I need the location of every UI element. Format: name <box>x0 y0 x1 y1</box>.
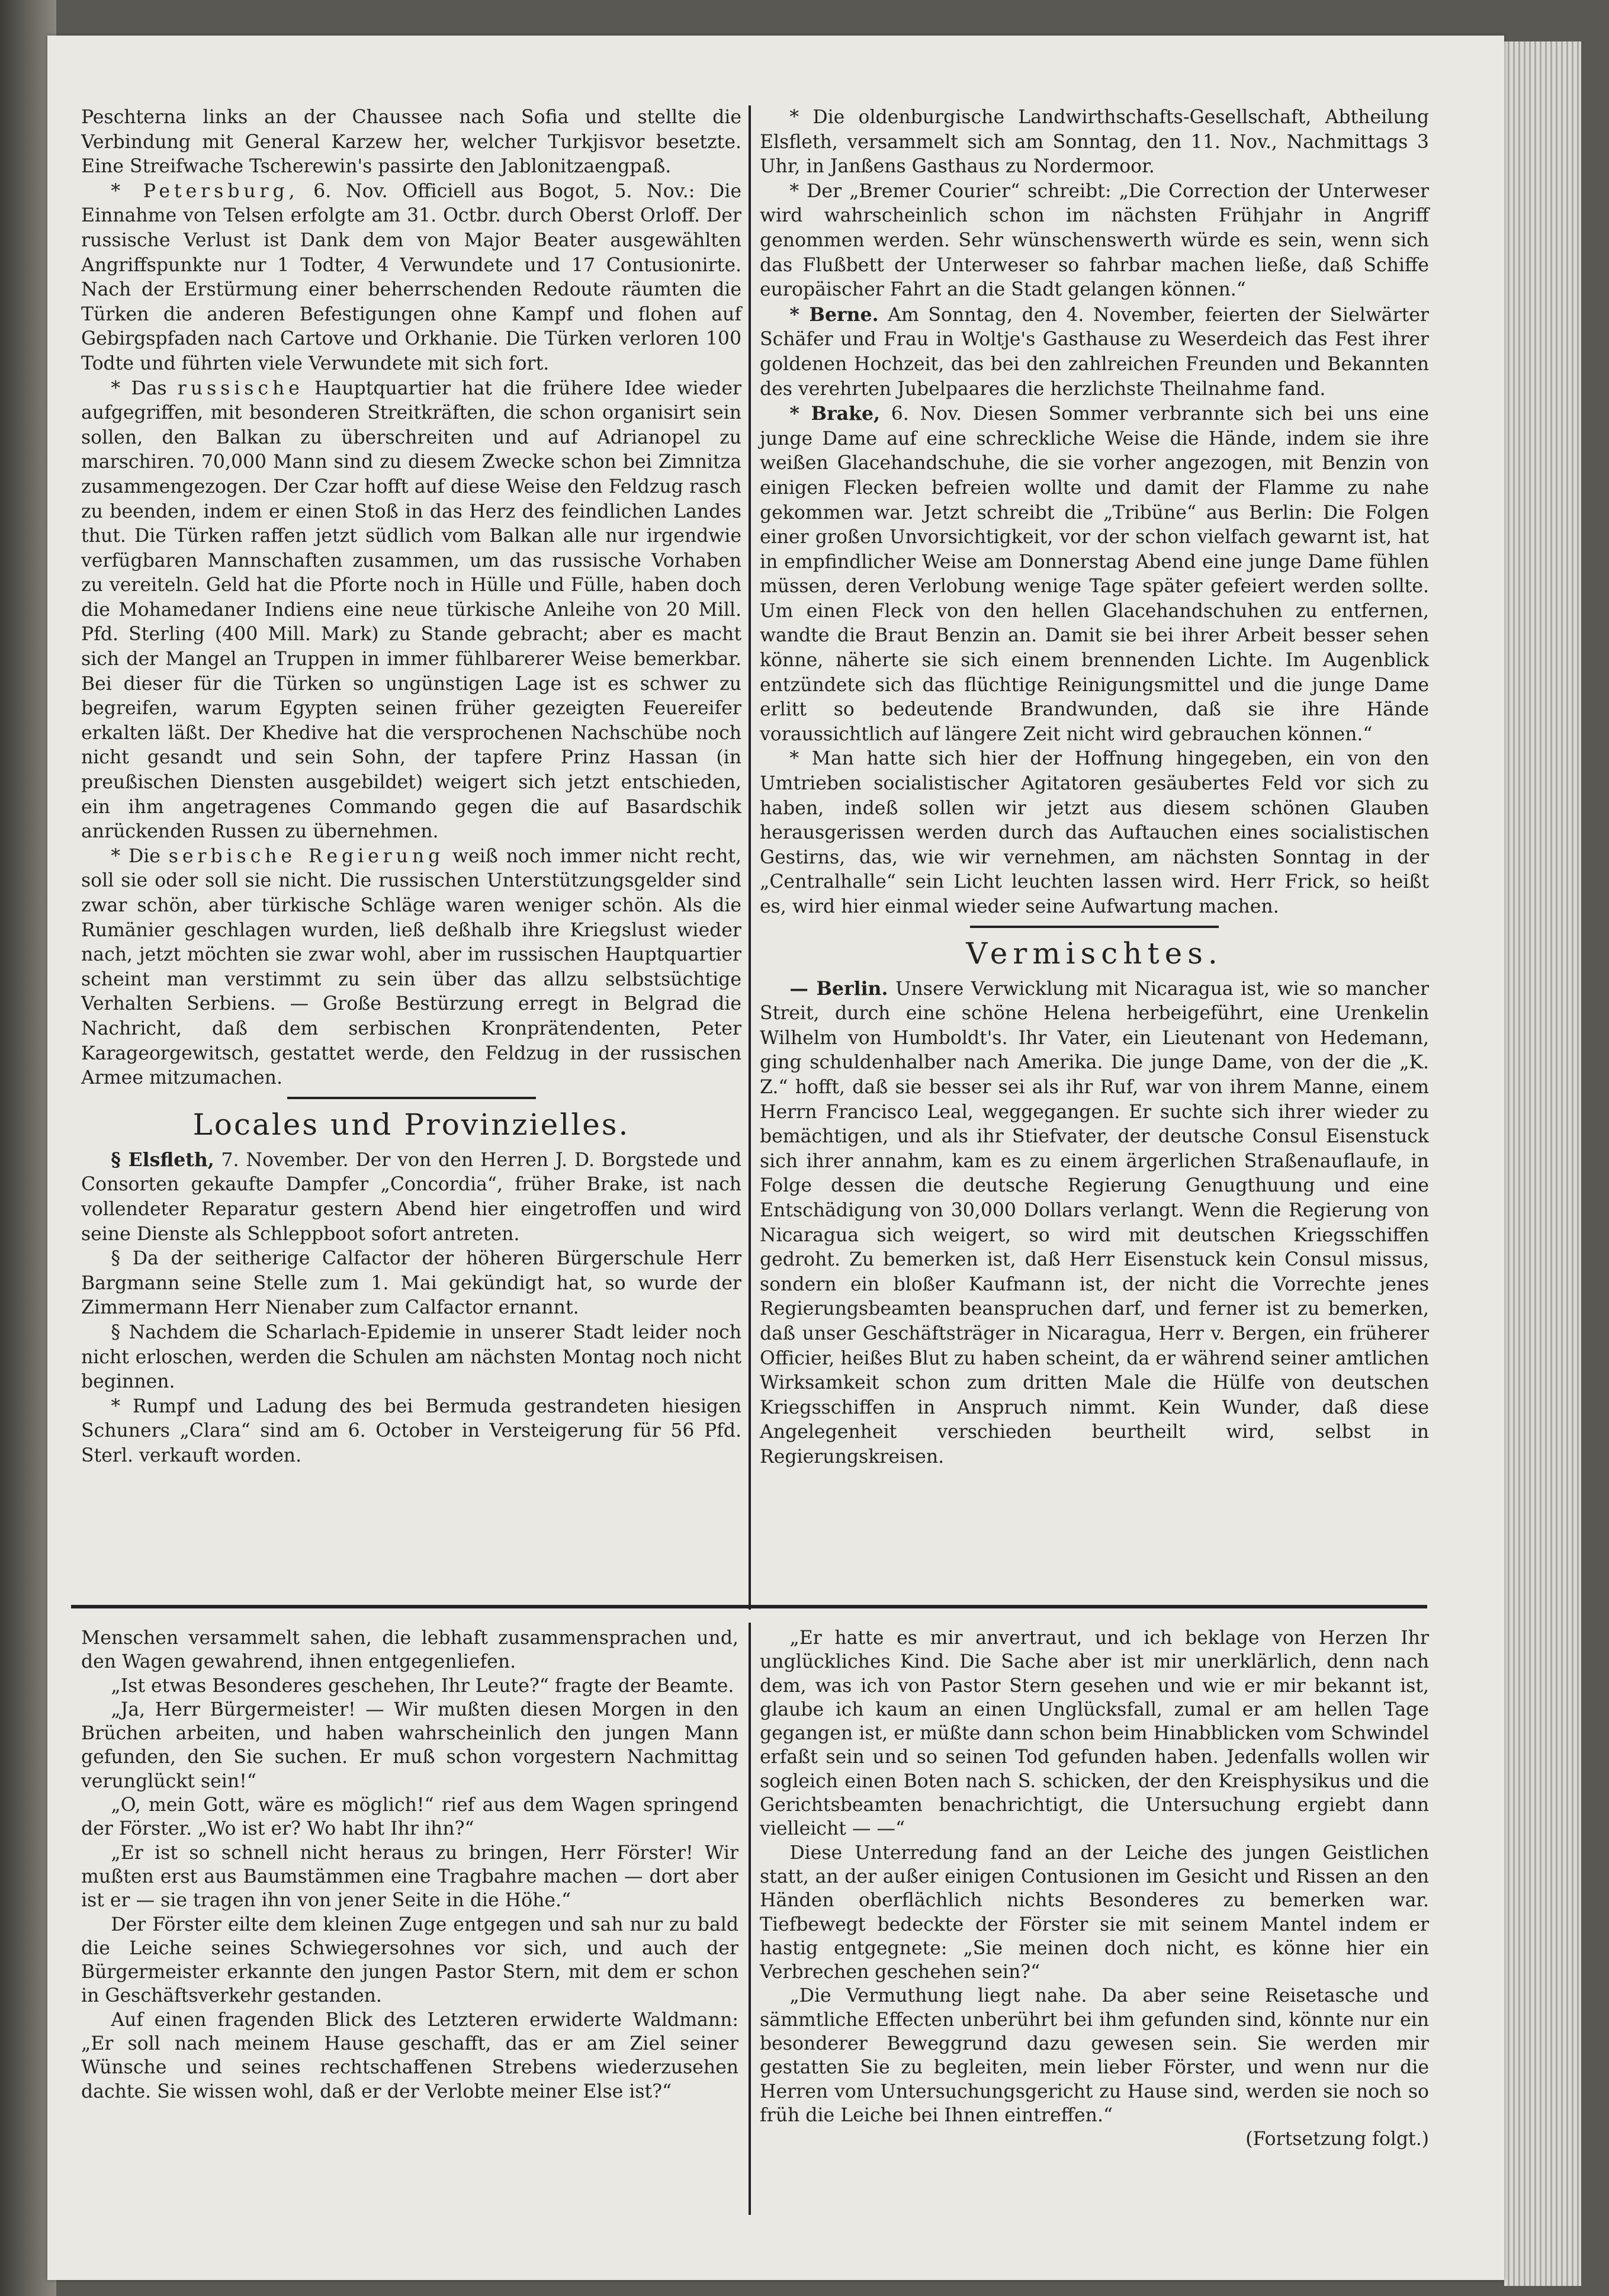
paragraph: „Ja, Herr Bürgermeister! — Wir mußten diesen Morgen in den Brüchen arbeiten, und haben wahrscheinlich den jungen Mann gefunden, den Sie suchen. Er muß schon vorgestern Nachmittag verunglückt sein!“ <box>81 1698 738 1792</box>
column-divider <box>749 105 751 1610</box>
section-rule <box>287 1097 536 1099</box>
paragraph: „Er hatte es mir anvertraut, und ich beklage von Herzen Ihr unglückliches Kind. Die Sache aber ist mir unerklärlich, denn nach dem, was ich von Pastor Stern gesehen und wie er mir bekannt ist, glaube ich kaum an einen Unglücksfall, zumal er am hellen Tage gegangen ist, er müßte dann schon beim Hinabblicken vom Schwindel erfaßt sein und so seinen Tod gefunden haben. Jedenfalls wollen wir sogleich einen Boten nach S. schicken, der den Kreisphysikus und die Gerichtsbeamten benachrichtigt, die Untersuchung ergiebt dann vielleicht — —“ <box>760 1627 1429 1840</box>
column-divider <box>749 1623 751 2215</box>
paragraph <box>81 179 741 377</box>
paragraph: „Er ist so schnell nicht heraus zu bringen, Herr Förster! Wir mußten erst aus Baumstämmen eine Tragbahre machen — dort aber ist er — sie tragen ihn von jener Seite in die Höhe.“ <box>81 1842 738 1912</box>
paragraph: * Der „Bremer Courier“ schreibt: „Die Correction der Unterweser wird wahrscheinlich schon im nächsten Frühjahr in Angriff genommen werden. Sehr wünschenswerth würde es sein, wenn sich das Flußbett der Unterweser so fahrbar machen ließe, daß Schiffe europäischer Fahrt an die Stadt gelangen können.“ <box>760 180 1429 301</box>
dateline: * Berne. <box>789 303 879 326</box>
paragraph: „Ist etwas Besonderes geschehen, Ihr Leute?“ fragte der Beamte. <box>111 1675 734 1697</box>
paragraph <box>760 303 1429 402</box>
paragraph <box>760 402 1429 747</box>
dateline: * Petersburg, <box>111 180 299 202</box>
paragraph-text: 6. Nov. Diesen Sommer verbrannte sich bei uns eine junge Dame auf eine schreckliche Weise die Hände, indem sie ihre weißen Glacehandschuhe, die sie vorher angezogen, mit Benzin von einigen Flecken befreien wollte und damit der Flamme zu nahe gekommen war. Jetzt schreibt die „Tribüne“ aus Berlin: Die Folgen einer großen Unvorsichtigkeit, vor der schon vielfach gewarnt ist, hat in empfindlicher Weise am Donnerstag Abend eine junge Dame fühlen müssen, deren Verlobung wenige Tage später gefeiert werden sollte. Um einen Fleck von den hellen Glacehandschuhen zu entfernen, wandte die Braut Benzin an. Damit sie bei ihrer Arbeit besser sehen könne, näherte sie sich einem brennenden Lichte. Im Augenblick entzündete sich das flüchtige Reinigungsmittel und die junge Dame erlitt so bedeutende Brandwunden, daß sie ihre Hände voraussichtlich auf längere Zeit nicht wird gebrauchen können.“ <box>760 403 1430 745</box>
paragraph: Der Förster eilte dem kleinen Zuge entgegen und sah nur zu bald die Leiche seines Schwiegersohnes vor sich, und auch der Bürgermeister erkannte den jungen Pastor Stern, mit dem er schon in Geschäftsverkehr gestanden. <box>81 1913 738 2007</box>
paragraph <box>81 377 741 844</box>
paragraph: § Nachdem die Scharlach-Epidemie in unserer Stadt leider noch nicht erloschen, werden die Schulen am nächsten Montag noch nicht beginnen. <box>81 1321 741 1393</box>
section-rule <box>970 926 1219 928</box>
section-heading-locales: Locales und Provinzielles. <box>192 1107 630 1142</box>
article-column-right <box>760 105 1429 1469</box>
paragraph: Diese Unterredung fand an der Leiche des jungen Geistlichen statt, an der außer einigen Contusionen im Gesicht und Rissen an den Händen oberflächlich nichts Besonderes zu bemerken war. Tiefbewegt bedeckte der Förster sie mit seinem Mantel indem er hastig entgegnete: „Sie meinen doch nicht, es könne hier ein Verbrechen geschehen sein?“ <box>760 1842 1429 1983</box>
paragraph-lead: * Das <box>111 377 167 399</box>
paragraph: Peschterna links an der Chaussee nach Sofia und stellte die Verbindung mit General Karzew her, welcher Turkjisvor besetzte. Eine Streifwache Tscherewin's passirte den Jablonitzaengpaß. <box>81 107 741 178</box>
paragraph: Menschen versammelt sahen, die lebhaft zusammensprachen und, den Wagen gewahrend, ihnen entgegenliefen. <box>81 1627 738 1673</box>
continuation-note: (Fortsetzung folgt.) <box>1245 2128 1429 2150</box>
paragraph <box>81 1148 741 1247</box>
paragraph: * Rumpf und Ladung des bei Bermuda gestrandeten hiesigen Schuners „Clara“ sind am 6. October in Versteigerung für 56 Pfd. Sterl. verkauft worden. <box>81 1395 741 1466</box>
newspaper-page <box>47 36 1504 2280</box>
paragraph: § Da der seitherige Calfactor der höheren Bürgerschule Herr Bargmann seine Stelle zum 1. Mai gekündigt hat, so wurde der Zimmermann Herr Nienaber zum Calfactor ernannt. <box>81 1248 741 1319</box>
emphasis-text: serbische Regierung <box>168 845 445 867</box>
paragraph-lead: * Die <box>111 845 160 867</box>
paragraph: * Man hatte sich hier der Hoffnung hingegeben, ein von den Umtrieben socialistischer Agitatoren gesäubertes Feld vor sich zu haben, indeß sollen wir jetzt aus diesem schönen Glauben herausgerissen werden durch das Auftauchen eines socialistischen Gestirns, das, wie wir vernehmen, am nächsten Sonntag in der „Centralhalle“ sein Licht leuchten lassen wird. Herr Frick, so heißt es, wird hier einmal wieder seine Aufwartung machen. <box>760 748 1429 917</box>
emphasis-text: russische <box>177 377 304 399</box>
page-stack-edge <box>1504 41 1581 2286</box>
article-column-left <box>81 105 741 1468</box>
feuilleton-column-right <box>760 1626 1429 2152</box>
dateline: * Brake, <box>789 403 881 425</box>
paragraph: * Die oldenburgische Landwirthschafts-Gesellschaft, Abtheilung Elsfleth, versammelt sich am Sonntag, den 11. Nov., Nachmittags 3 Uhr, in Janßens Gasthaus zu Nordermoor. <box>760 107 1429 178</box>
section-heading-vermischtes: Vermischtes. <box>966 936 1223 971</box>
dateline: § Elsfleth, <box>111 1148 214 1171</box>
paragraph-text: Am Sonntag, den 4. November, feierten der Sielwärter Schäfer und Frau in Woltje's Gasthause zu Weserdeich das Fest ihrer goldenen Hochzeit, das bei den zahlreichen Freunden und Bekannten des verehrten Jubelpaares die herzlichste Theilnahme fand. <box>760 304 1429 400</box>
feuilleton-divider <box>71 1605 1427 1608</box>
paragraph: „Die Vermuthung liegt nahe. Da aber seine Reisetasche und sämmtliche Effecten unberührt bei ihm gefunden sind, könnte nur ein besonderer Beweggrund dazu gewesen sein. Sie werden mir gestatten Sie zu begleiten, mein lieber Förster, und wenn nur die Herren vom Untersuchungsgericht zu Hause sind, werden sie noch so früh die Leiche bei Ihnen eintreffen.“ <box>760 1985 1429 2126</box>
dateline: — Berlin. <box>789 977 888 1000</box>
paragraph: „O, mein Gott, wäre es möglich!“ rief aus dem Wagen springend der Förster. „Wo ist er? Wo habt Ihr ihn?“ <box>81 1794 738 1840</box>
paragraph-text: 6. Nov. Officiell aus Bogot, 5. Nov.: Die Einnahme von Telsen erfolgte am 31. Octbr. durch Oberst Orloff. Der russische Verlust ist Dank dem von Major Beater ausgewählten Angriffspunkte nur 1 Todter, 4 Verwundete und 17 Contusionirte. Nach der Erstürmung einer beherrschenden Redoute räumten die Türken die anderen Befestigungen ohne Kampf und flohen auf Gebirgspfaden nach Cartove und Orkhanie. Die Türken verloren 100 Todte und führten viele Verwundete mit sich fort. <box>81 180 741 374</box>
paragraph-text: Hauptquartier hat die frühere Idee wieder aufgegriffen, mit besonderen Streitkräften, die schon organisirt sein sollen, den Balkan zu überschreiten und auf Adrianopel zu marschiren. 70,000 Mann sind zu diesem Zwecke schon bei Zimnitza zusammengezogen. Der Czar hofft auf diese Weise den Feldzug rasch zu beenden, indem er einen Stoß in das Herz des feindlichen Landes thut. Die Türken raffen jetzt südlich vom Balkan alle nur irgendwie verfügbaren Mannschaften zusammen, um das russische Vorhaben zu vereiteln. Geld hat die Pforte noch in Hülle und Fülle, haben doch die Mohamedaner Indiens eine neue türkische Anleihe von 20 Mill. Pfd. Sterling (400 Mill. Mark) zu Stande gebracht; aber es macht sich der Mangel an Truppen in immer fühlbarerer Weise bemerkbar. Bei dieser für die Türken so ungünstigen Lage ist es schwer zu begreifen, warum Egypten seinen früher gezeigten Feuereifer erkalten läßt. Der Khedive hat die versprochenen Nachschübe noch nicht gesandt und sein Sohn, der tapfere Prinz Hassan (in preußischen Diensten ausgebildet) weigert sich jetzt entschieden, ein ihm angetragenes Commando gegen die auf Basardschik anrückenden Russen zu übernehmen. <box>81 377 742 843</box>
paragraph-text: 7. November. Der von den Herren J. D. Borgstede und Consorten gekaufte Dampfer „Concordia“, früher Brake, ist nach vollendeter Reparatur gestern Abend hier eingetroffen und wird seine Dienste als Schleppboot sofort antreten. <box>81 1149 742 1245</box>
paragraph <box>81 844 741 1091</box>
paragraph-text: Unsere Verwicklung mit Nicaragua ist, wie so mancher Streit, durch eine schöne Helena herbeigeführt, eine Urenkelin Wilhelm von Humboldt's. Ihr Vater, ein Lieutenant von Hedemann, ging schuldenhalber nach Amerika. Die junge Dame, von der die „K. Z.“ hofft, daß sie besser sei als ihr Ruf, war von ihrem Manne, einem Herrn Francisco Leal, weggegangen. Er suchte sich ihrer wieder zu bemächtigen, und als ihr Stiefvater, der deutsche Consul Eisenstuck sich ihrer annahm, kam es zu einem ärgerlichen Straßenauflaufe, in Folge dessen die deutsche Regierung Genugthuung und eine Entschädigung von 30,000 Dollars verlangt. Wenn die Regierung von Nicaragua sich weigert, so wird mit deutschen Kriegsschiffen gedroht. Zu bemerken ist, daß Herr Eisenstuck kein Consul missus, sondern ein bloßer Kaufmann ist, der nicht die Vorrechte jenes Regierungsbeamten beanspruchen darf, und ferner ist zu bemerken, daß unser Geschäftsträger in Nicaragua, Herr v. Bergen, ein früherer Officier, heißes Blut zu haben scheint, da er während seiner amtlichen Wirksamkeit schon zum dritten Male die Hülfe von deutschen Kriegsschiffen in Anspruch nimmt. Kein Wunder, daß diese Angelegenheit verschieden beurtheilt wird, selbst in Regierungskreisen. <box>760 978 1429 1467</box>
paragraph: Auf einen fragenden Blick des Letzteren erwiderte Waldmann: „Er soll nach meinem Hause geschafft, das er am Ziel seiner Wünsche und seines rechtschaffenen Strebens wiederzusehen dachte. Sie wissen wohl, daß er der Verlobte meiner Else ist?“ <box>81 2009 738 2102</box>
paragraph-text: weiß noch immer nicht recht, soll sie oder soll sie nicht. Die russischen Unterstützungsgelder sind zwar schön, aber türkische Schläge waren weniger schön. Als die Rumänier geschlagen wurden, ließ deßhalb ihre Kriegslust wieder nach, jetzt möchten sie zwar wohl, aber im russischen Hauptquartier scheint man verstimmt zu sein über das allzu selbstsüchtige Verhalten Serbiens. — Große Bestürzung erregt in Belgrad die Nachricht, daß dem serbischen Kronprätendenten, Peter Karageorgewitsch, gestattet werde, den Feldzug in der russischen Armee mitzumachen. <box>81 845 742 1089</box>
feuilleton-column-left <box>81 1626 738 2104</box>
paragraph <box>760 977 1429 1470</box>
